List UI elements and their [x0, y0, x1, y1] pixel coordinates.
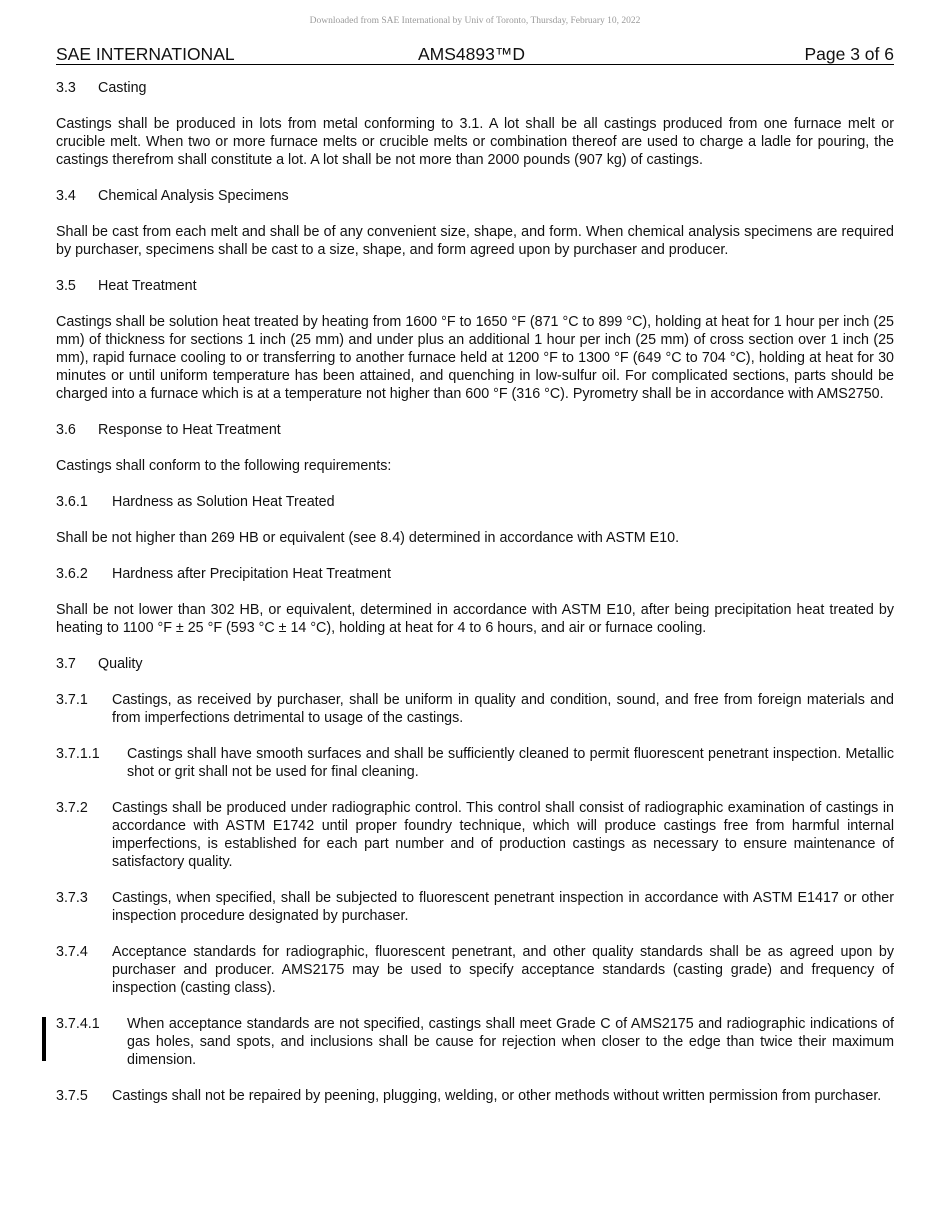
- section-title: Hardness after Precipitation Heat Treatment: [112, 566, 391, 582]
- item-number: 3.7.3: [56, 890, 88, 906]
- section-heading-3-6-2: [56, 565, 894, 583]
- item-number: 3.7.1: [56, 692, 88, 708]
- section-number: 3.6: [56, 422, 76, 438]
- list-item-3-7-2: [56, 799, 894, 871]
- section-body-3-4: Shall be cast from each melt and shall be of any convenient size, shape, and form. When chemical analysis specimens are required by purchaser, specimens shall be cast to a size, shape, and form agreed upon by purchaser and producer.: [56, 224, 894, 258]
- section-number: 3.5: [56, 278, 76, 294]
- section-number: 3.6.1: [56, 494, 88, 510]
- section-title: Heat Treatment: [98, 278, 197, 294]
- list-item-3-7-4: [56, 943, 894, 997]
- section-title: Casting: [98, 80, 147, 96]
- section-heading-3-4: [56, 187, 894, 205]
- page-header: [56, 44, 894, 65]
- header-org: SAE INTERNATIONAL: [56, 44, 235, 64]
- item-number: 3.7.4: [56, 944, 88, 960]
- list-item-3-7-1-1: [56, 745, 894, 781]
- item-number: 3.7.2: [56, 800, 88, 816]
- section-body-3-6-1: Shall be not higher than 269 HB or equivalent (see 8.4) determined in accordance with ASTM E10.: [56, 530, 680, 546]
- section-heading-3-3: [56, 79, 894, 97]
- section-heading-3-7: [56, 655, 894, 673]
- section-number: 3.6.2: [56, 566, 88, 582]
- section-title: Response to Heat Treatment: [98, 422, 281, 438]
- download-watermark: Downloaded from SAE International by Univ of Toronto, Thursday, February 10, 2022: [309, 16, 641, 26]
- section-title: Hardness as Solution Heat Treated: [112, 494, 335, 510]
- item-text: Castings, when specified, shall be subjected to fluorescent penetrant inspection in accordance with ASTM E1417 or other inspection procedure designated by purchaser.: [112, 890, 894, 924]
- revision-change-bar: [42, 1017, 46, 1061]
- section-title: Chemical Analysis Specimens: [98, 188, 289, 204]
- section-heading-3-5: [56, 277, 894, 295]
- list-item-3-7-4-1: [56, 1015, 894, 1069]
- list-item-3-7-5: [56, 1087, 894, 1105]
- item-text: When acceptance standards are not specified, castings shall meet Grade C of AMS2175 and radiographic indications of gas holes, sand spots, and inclusions shall be cause for rejection when closer to the edge than twice their maximum dimension.: [127, 1016, 894, 1068]
- section-body-3-6-2: Shall be not lower than 302 HB, or equivalent, determined in accordance with ASTM E10, after being precipitation heat treated by heating to 1100 °F ± 25 °F (593 °C ± 14 °C), holding at heat for 4 to 6 hours, and air or furnace cooling.: [56, 602, 894, 636]
- list-item-3-7-1: [56, 691, 894, 727]
- section-number: 3.3: [56, 80, 76, 96]
- header-doc-id: AMS4893™D: [418, 44, 525, 64]
- section-body-3-5: Castings shall be solution heat treated by heating from 1600 °F to 1650 °F (871 °C to 899 °C), holding at heat for 1 hour per inch (25 mm) of thickness for sections 1 inch (25 mm) and under plus an additional 1 hour per inch (25 mm) of cross section over 1 inch (25 mm), rapid furnace cooling to or transferring to another furnace held at 1200 °F to 1300 °F (649 °C to 704 °C), holding at heat for 30 minutes or until uniform temperature has been attained, and quenching in low-sulfur oil. For complicated sections, parts should be charged into a furnace which is at a temperature not higher than 600 °F (316 °C). Pyrometry shall be in accordance with AMS2750.: [56, 314, 894, 402]
- document-body: [56, 79, 894, 1105]
- section-title: Quality: [98, 656, 143, 672]
- item-text: Castings shall have smooth surfaces and shall be sufficiently cleaned to permit fluorescent penetrant inspection. Metallic shot or grit shall not be used for final cleaning.: [127, 746, 894, 780]
- item-number: 3.7.4.1: [56, 1016, 100, 1032]
- item-text: Castings shall be produced under radiographic control. This control shall consist of radiographic examination of castings in accordance with ASTM E1742 until proper foundry technique, which will produce castings free from harmful internal imperfections, is established for each part number and of production castings as necessary to ensure maintenance of satisfactory quality.: [112, 800, 894, 870]
- section-number: 3.7: [56, 656, 76, 672]
- section-body-3-3: Castings shall be produced in lots from metal conforming to 3.1. A lot shall be all castings produced from one furnace melt or crucible melt. When two or more furnace melts or crucible melts or combination thereof are used to charge a ladle for pouring, the castings therefrom shall constitute a lot. A lot shall be not more than 2000 pounds (907 kg) of castings.: [56, 116, 894, 168]
- item-text: Acceptance standards for radiographic, fluorescent penetrant, and other quality standards shall be as agreed upon by purchaser and producer. AMS2175 may be used to specify acceptance standards (casting grade) and frequency of inspection (casting class).: [112, 944, 894, 996]
- section-body-3-6: Castings shall conform to the following requirements:: [56, 458, 392, 474]
- item-text: Castings, as received by purchaser, shall be uniform in quality and condition, sound, and free from foreign materials and from imperfections detrimental to usage of the castings.: [112, 692, 894, 726]
- header-page-number: Page 3 of 6: [804, 44, 894, 64]
- list-item-3-7-3: [56, 889, 894, 925]
- item-number: 3.7.1.1: [56, 746, 100, 762]
- section-heading-3-6: [56, 421, 894, 439]
- section-number: 3.4: [56, 188, 76, 204]
- item-text: Castings shall not be repaired by peening, plugging, welding, or other methods without written permission from purchaser.: [112, 1088, 882, 1104]
- item-number: 3.7.5: [56, 1088, 88, 1104]
- section-heading-3-6-1: [56, 493, 894, 511]
